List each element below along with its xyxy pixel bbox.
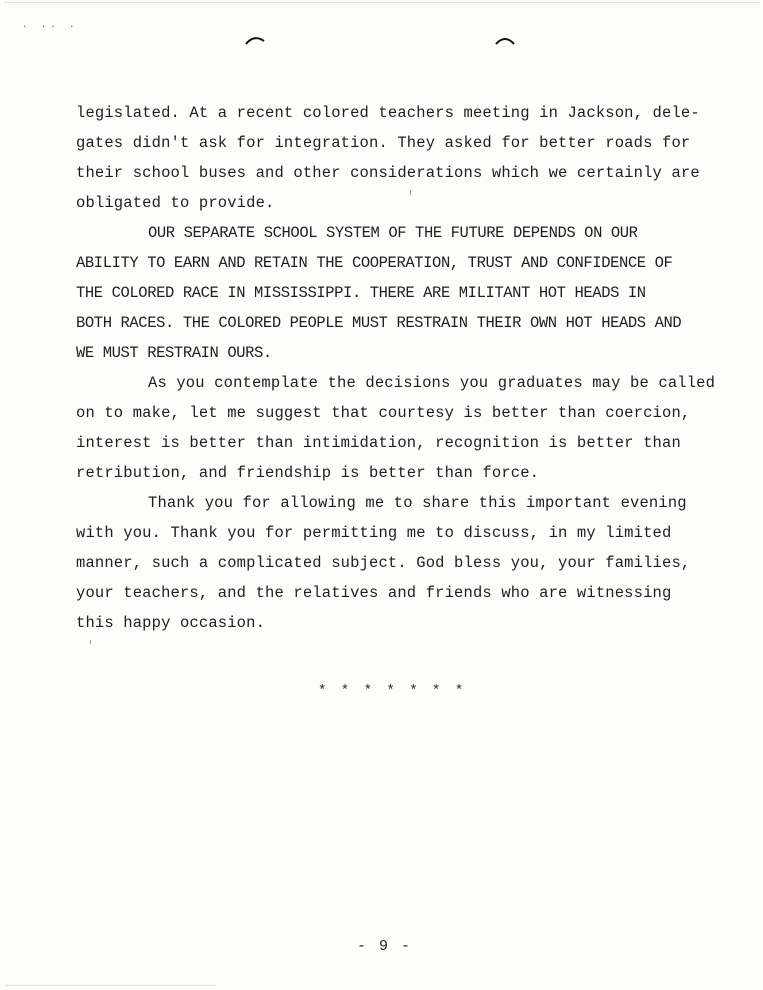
paragraph-3 [76, 368, 716, 488]
line: their school buses and other considerations which we certainly are [76, 164, 700, 182]
line: your teachers, and the relatives and friends who are witnessing [76, 584, 672, 602]
paragraph-4 [76, 488, 716, 638]
line: retribution, and friendship is better than force. [76, 464, 540, 482]
corner-specks: . .. . [22, 20, 79, 30]
scan-edge-bottom [6, 985, 216, 986]
punch-hole-mark-right-icon [495, 35, 515, 45]
line: obligated to provide. [76, 194, 275, 212]
line: OUR SEPARATE SCHOOL SYSTEM OF THE FUTURE DEPENDS ON OUR [148, 224, 638, 242]
scan-speck [90, 640, 91, 644]
page-number: - 9 - [357, 938, 413, 955]
line: As you contemplate the decisions you graduates may be called [148, 374, 716, 392]
line: WE MUST RESTRAIN OURS. [76, 344, 272, 362]
line: gates didn't ask for integration. They asked for better roads for [76, 134, 691, 152]
paragraph-1 [76, 98, 716, 218]
section-separator: * * * * * * * [318, 683, 467, 699]
line: on to make, let me suggest that courtesy is better than coercion, [76, 404, 691, 422]
line: this happy occasion. [76, 614, 266, 632]
punch-hole-mark-left-icon [245, 35, 265, 45]
paragraph-2 [76, 218, 716, 368]
line: THE COLORED RACE IN MISSISSIPPI. THERE ARE MILITANT HOT HEADS IN [76, 284, 646, 302]
scan-speck [410, 190, 411, 195]
body-text [76, 98, 716, 638]
line: legislated. At a recent colored teachers meeting in Jackson, dele- [76, 104, 700, 122]
line: with you. Thank you for permitting me to discuss, in my limited [76, 524, 672, 542]
line: BOTH RACES. THE COLORED PEOPLE MUST RESTRAIN THEIR OWN HOT HEADS AND [76, 314, 682, 332]
line: ABILITY TO EARN AND RETAIN THE COOPERATION, TRUST AND CONFIDENCE OF [76, 254, 673, 272]
scan-edge-top [4, 2, 759, 3]
line: Thank you for allowing me to share this important evening [148, 494, 687, 512]
line: manner, such a complicated subject. God bless you, your families, [76, 554, 691, 572]
line: interest is better than intimidation, recognition is better than [76, 434, 681, 452]
